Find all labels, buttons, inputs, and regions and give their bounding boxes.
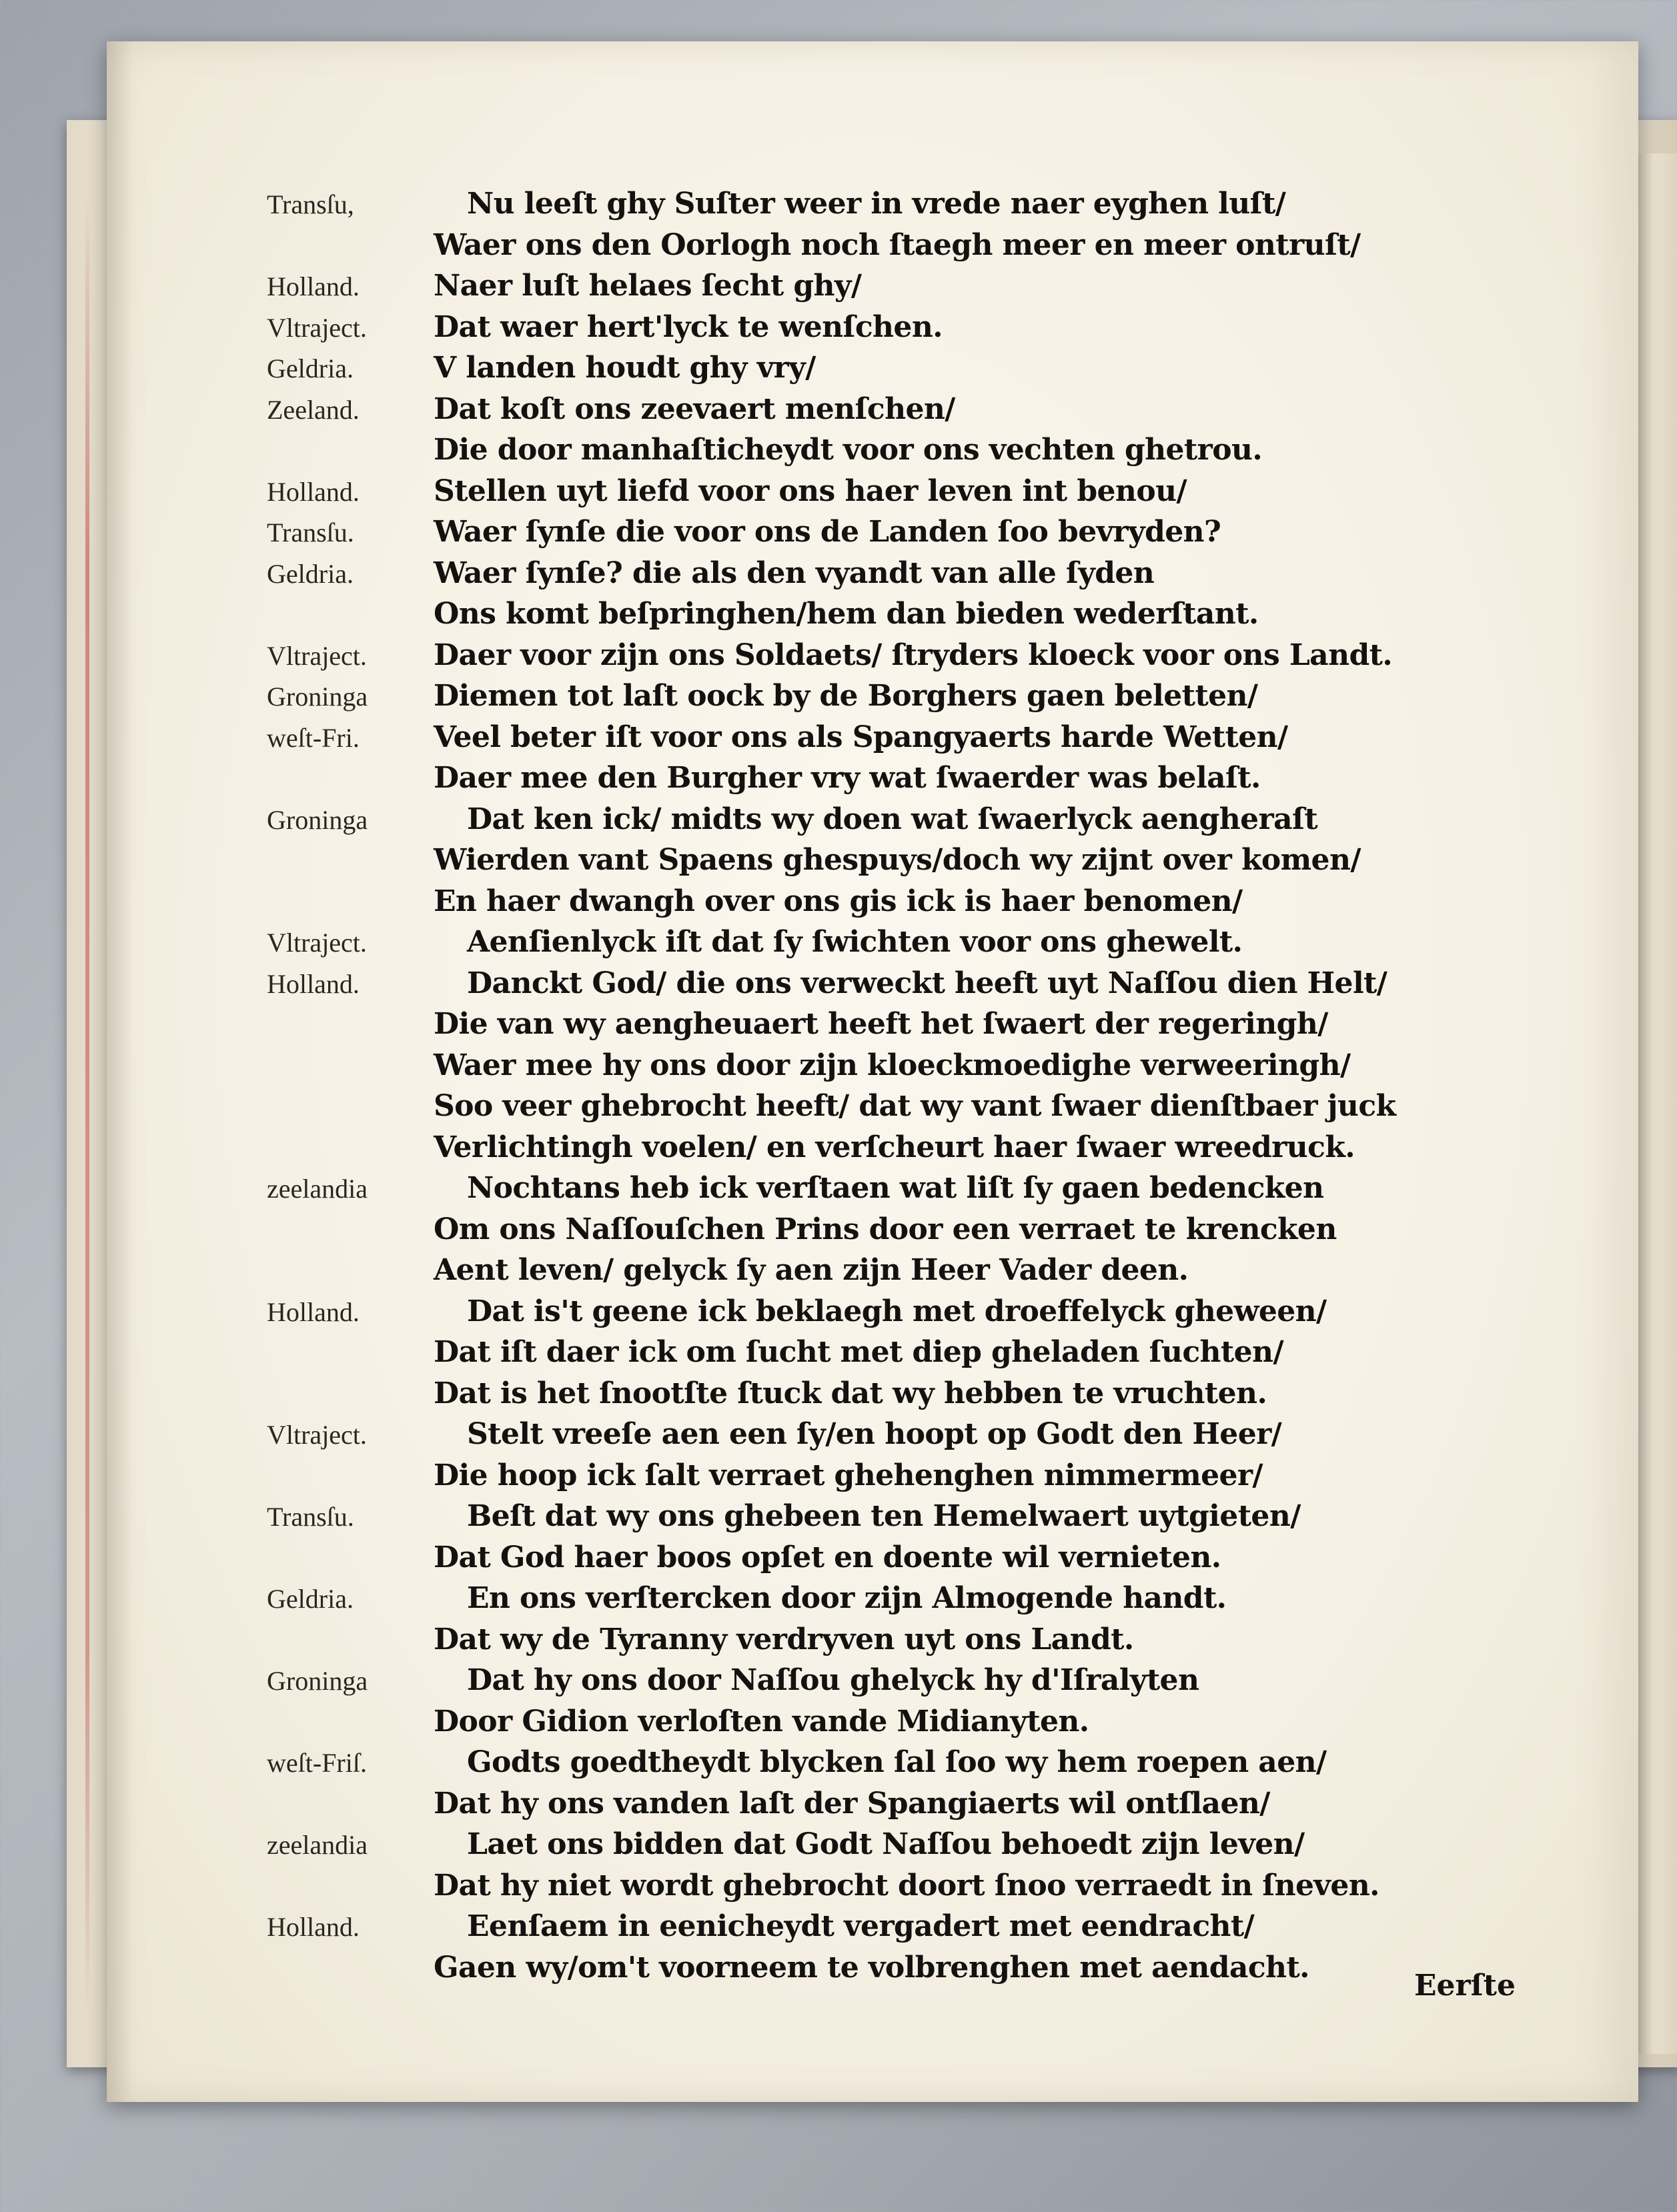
- speaker-label: Holland.: [267, 968, 360, 999]
- verse-line: [267, 1827, 1628, 1869]
- verse-text: Veel beter iſt voor ons als Spangyaerts harde Wetten/: [434, 720, 1288, 754]
- verse-text: Stelt vreeſe aen een ſy/en hoopt op Godt den Heer/: [467, 1417, 1282, 1451]
- verse-text: En ons verſtercken door zijn Almogende handt.: [467, 1581, 1227, 1615]
- verse-text: Dat God haer boos opſet en doente wil vernieten.: [434, 1540, 1221, 1574]
- verse-line: [267, 1089, 1628, 1130]
- verse-line: [267, 843, 1628, 884]
- book-page: [107, 41, 1638, 2102]
- speaker-label: weſt-Friſ.: [267, 1748, 367, 1778]
- verse-line: [267, 1376, 1628, 1418]
- verse-line: [267, 1909, 1628, 1951]
- verse-text: Dat is het ſnootſte ſtuck dat wy hebben te vruchten.: [434, 1376, 1267, 1410]
- verse-line: [267, 392, 1628, 433]
- catchword: Eerſte: [1414, 1969, 1516, 2003]
- verse-text: Daer voor zijn ons Soldaets/ ſtryders kloeck voor ons Landt.: [434, 638, 1393, 672]
- verse-text: Dat koſt ons zeevaert menſchen/: [434, 391, 955, 426]
- verse-text: Dat hy ons door Naſſou ghelyck hy d'Iſralyten: [467, 1663, 1199, 1697]
- verse-line: [267, 1048, 1628, 1090]
- verse-text: Dat iſt daer ick om ſucht met diep gheladen ſuchten/: [434, 1335, 1283, 1369]
- verse-text: Danckt God/ die ons verweckt heeft uyt Naſſou dien Helt/: [467, 966, 1387, 1000]
- verse-line: [267, 679, 1628, 720]
- verse-text: Waer ſynſe? die als den vyandt van alle ſyden: [434, 556, 1155, 590]
- verse-line: [267, 310, 1628, 351]
- verse-text: V landen houdt ghy vry/: [434, 351, 816, 385]
- speaker-label: Geldria.: [267, 1584, 354, 1614]
- speaker-label: Transſu.: [267, 517, 354, 547]
- verse-line: [267, 597, 1628, 638]
- verse-line: [267, 1253, 1628, 1294]
- speaker-label: Vltraject.: [267, 1420, 367, 1450]
- page-edge-stain: [85, 200, 89, 2014]
- verse-text: Die van wy aengheuaert heeft het ſwaert der regeringh/: [434, 1007, 1328, 1041]
- speaker-label: zeelandia: [267, 1174, 368, 1204]
- verse-text: Ons komt beſpringhen/hem dan bieden wederſtant.: [434, 597, 1259, 631]
- verse-text: Die door manhaſticheydt voor ons vechten ghetrou.: [434, 433, 1263, 467]
- speaker-label: Groninga: [267, 804, 368, 835]
- verse-text: Beſt dat wy ons ghebeen ten Hemelwaert uytgieten/: [467, 1499, 1301, 1533]
- verse-text: Naer luſt helaes ſecht ghy/: [434, 269, 862, 303]
- speaker-label: Vltraject.: [267, 640, 367, 671]
- verse-line: [267, 1499, 1628, 1540]
- verse-text: Aenſienlyck iſt dat ſy ſwichten voor ons ghewelt.: [467, 925, 1243, 959]
- verse-line: [267, 1869, 1628, 1910]
- verse-line: [267, 1705, 1628, 1746]
- verse-line: [267, 1787, 1628, 1828]
- speaker-label: Vltraject.: [267, 312, 367, 343]
- verse-text: Dat is't geene ick beklaegh met droeffelyck gheween/: [467, 1294, 1327, 1328]
- speaker-label: Holland.: [267, 1296, 360, 1327]
- verse-line: [267, 1663, 1628, 1705]
- speaker-label: Holland.: [267, 1912, 360, 1942]
- verse-line: [267, 1007, 1628, 1048]
- verse-dialogue: [267, 187, 1628, 1991]
- speaker-label: Zeeland.: [267, 394, 360, 425]
- verse-line: [267, 269, 1628, 310]
- verse-line: [267, 925, 1628, 966]
- verse-text: Om ons Naſſouſchen Prins door een verraet te krencken: [434, 1212, 1337, 1246]
- speaker-label: Vltraject.: [267, 928, 367, 958]
- facing-page-edge: [1637, 153, 1677, 2054]
- verse-line: [267, 1540, 1628, 1582]
- verse-line: [267, 474, 1628, 515]
- speaker-label: weſt-Fri.: [267, 722, 360, 753]
- speaker-label: Transſu.: [267, 1502, 354, 1532]
- verse-line: [267, 433, 1628, 474]
- verse-text: Aent leven/ gelyck ſy aen zijn Heer Vader deen.: [434, 1253, 1189, 1287]
- verse-line: [267, 1745, 1628, 1787]
- verse-text: Stellen uyt liefd voor ons haer leven int benou/: [434, 473, 1187, 508]
- verse-text: En haer dwangh over ons gis ick is haer benomen/: [434, 884, 1243, 918]
- speaker-label: zeelandia: [267, 1830, 368, 1860]
- speaker-label: Transſu,: [267, 189, 354, 219]
- verse-line: [267, 720, 1628, 762]
- verse-line: [267, 1171, 1628, 1212]
- verse-text: Verlichtingh voelen/ en verſcheurt haer ſwaer wreedruck.: [434, 1130, 1355, 1164]
- verse-text: Diemen tot laſt oock by de Borghers gaen beletten/: [434, 679, 1258, 713]
- verse-line: [267, 966, 1628, 1008]
- verse-text: Dat ken ick/ midts wy doen wat ſwaerlyck aengheraſt: [467, 802, 1318, 836]
- verse-text: Waer mee hy ons door zijn kloeckmoedighe verweeringh/: [434, 1048, 1351, 1082]
- verse-line: [267, 1130, 1628, 1172]
- verse-text: Dat hy ons vanden laſt der Spangiaerts wil ontſlaen/: [434, 1786, 1270, 1821]
- verse-text: Dat waer hert'lyck te wenſchen.: [434, 309, 943, 344]
- verse-line: [267, 1335, 1628, 1376]
- verse-line: [267, 515, 1628, 556]
- verse-text: Dat wy de Tyranny verdryven uyt ons Landt.: [434, 1622, 1134, 1656]
- verse-line: [267, 1581, 1628, 1622]
- verse-line: [267, 1458, 1628, 1500]
- verse-line: [267, 228, 1628, 269]
- verse-line: [267, 761, 1628, 802]
- verse-text: Waer ſynſe die voor ons de Landen ſoo bevryden?: [434, 515, 1221, 549]
- speaker-label: Holland.: [267, 476, 360, 507]
- verse-line: [267, 556, 1628, 598]
- verse-text: Daer mee den Burgher vry wat ſwaerder was belaſt.: [434, 761, 1261, 795]
- verse-line: [267, 351, 1628, 392]
- verse-text: Laet ons bidden dat Godt Naſſou behoedt zijn leven/: [467, 1827, 1305, 1861]
- verse-line: [267, 1622, 1628, 1664]
- verse-text: Eenſaem in eenicheydt vergadert met eendracht/: [467, 1909, 1255, 1943]
- verse-line: [267, 187, 1628, 228]
- gutter-shadow: [107, 41, 133, 2102]
- verse-line: [267, 802, 1628, 844]
- speaker-label: Groninga: [267, 682, 368, 712]
- verse-text: Nu leeſt ghy Suſter weer in vrede naer eyghen luſt/: [467, 187, 1286, 221]
- verse-text: Die hoop ick ſalt verraet ghehenghen nimmermeer/: [434, 1458, 1263, 1492]
- verse-line: [267, 1294, 1628, 1336]
- verse-text: Godts goedtheydt blycken ſal ſoo wy hem roepen aen/: [467, 1745, 1327, 1779]
- verse-text: Wierden vant Spaens ghespuys/doch wy zijnt over komen/: [434, 843, 1361, 877]
- verse-text: Dat hy niet wordt ghebrocht doort ſnoo verraedt in ſneven.: [434, 1868, 1379, 1903]
- speaker-label: Holland.: [267, 271, 360, 301]
- verse-text: Waer ons den Oorlogh noch ſtaegh meer en meer ontruſt/: [434, 227, 1361, 262]
- verse-line: [267, 1212, 1628, 1254]
- verse-line: [267, 1417, 1628, 1458]
- speaker-label: Groninga: [267, 1666, 368, 1696]
- verse-line: [267, 884, 1628, 926]
- speaker-label: Geldria.: [267, 558, 354, 589]
- speaker-label: Geldria.: [267, 353, 354, 383]
- verse-text: Nochtans heb ick verſtaen wat liſt ſy gaen bedencken: [467, 1171, 1324, 1205]
- verse-text: Door Gidion verloſten vande Midianyten.: [434, 1704, 1089, 1739]
- verse-text: Gaen wy/om't voorneem te volbrenghen met aendacht.: [434, 1950, 1309, 1985]
- verse-text: Soo veer ghebrocht heeft/ dat wy vant ſwaer dienſtbaer juck: [434, 1089, 1396, 1123]
- verse-line: [267, 638, 1628, 680]
